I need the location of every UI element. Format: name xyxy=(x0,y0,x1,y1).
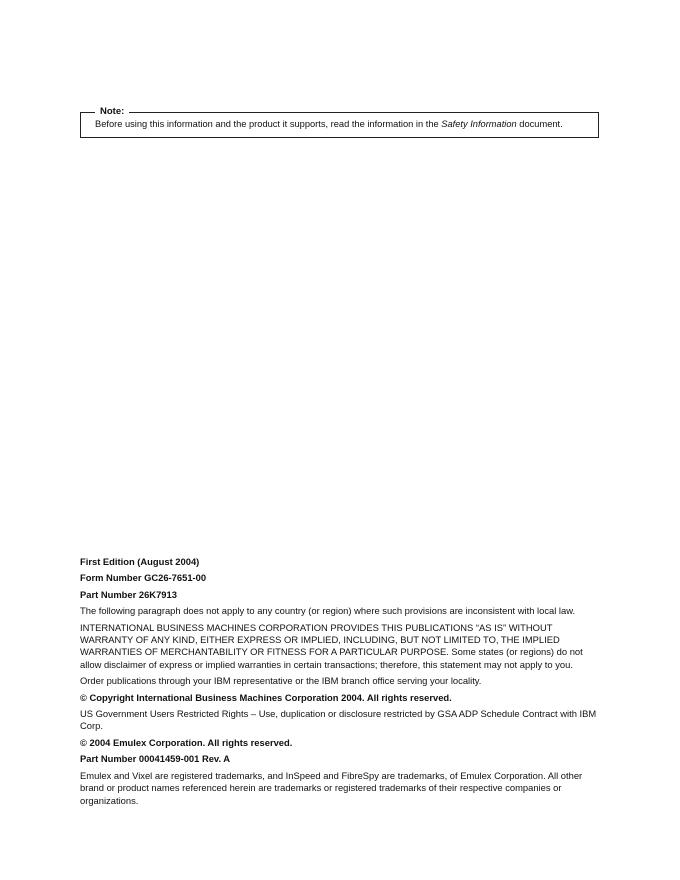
ibm-copyright: © Copyright International Business Machines Corporation 2004. All rights reserved. xyxy=(80,691,452,703)
edition-title: First Edition (August 2004) xyxy=(80,556,200,567)
emulex-part-number: Part Number 00041459-001 Rev. A xyxy=(80,753,231,765)
order-publications: Order publications through your IBM representative or the IBM branch office serving your locality. xyxy=(80,675,482,687)
warranty-disclaimer: INTERNATIONAL BUSINESS MACHINES CORPORATION PROVIDES THIS PUBLICATIONS “AS IS” WITHOUT WARRANTY OF ANY KIND, EITHER EXPRESS OR IMPLIED, INCLUDING, BUT NOT LIMITED TO, THE IMPLIED WARRANTIES OF MERCHANTABILITY OR FITNESS FOR A PARTICULAR PURPOSE. Some states (or regions) do not allow disclaimer of express or implied warranties in certain transactions; therefore, this statement may not apply to you. xyxy=(80,621,583,670)
applicability-paragraph: The following paragraph does not apply to any country (or region) where such provisions are inconsistent with local law. xyxy=(80,605,576,617)
note-text xyxy=(95,118,563,131)
note-text-after: document. xyxy=(516,119,563,129)
form-number: Form Number GC26-7651-00 xyxy=(80,572,207,584)
note-text-before: Before using this information and the product it supports, read the information in the xyxy=(95,119,442,129)
trademarks-paragraph: Emulex and Vixel are registered trademarks, and InSpeed and FibreSpy are trademarks, of Emulex Corporation. All other brand or product names referenced herein are trademarks or registered trademarks of their respective companies or organizations. xyxy=(80,769,583,806)
part-number: Part Number 26K7913 xyxy=(80,588,177,600)
note-box xyxy=(80,106,599,138)
gov-restricted-rights: US Government Users Restricted Rights – Use, duplication or disclosure restricted by GSA ADP Schedule Contract with IBM Corp. xyxy=(80,708,597,732)
edition-notice xyxy=(80,556,600,811)
emulex-copyright: © 2004 Emulex Corporation. All rights reserved. xyxy=(80,736,293,748)
note-text-italic: Safety Information xyxy=(441,119,517,129)
note-label: Note: xyxy=(95,105,129,119)
